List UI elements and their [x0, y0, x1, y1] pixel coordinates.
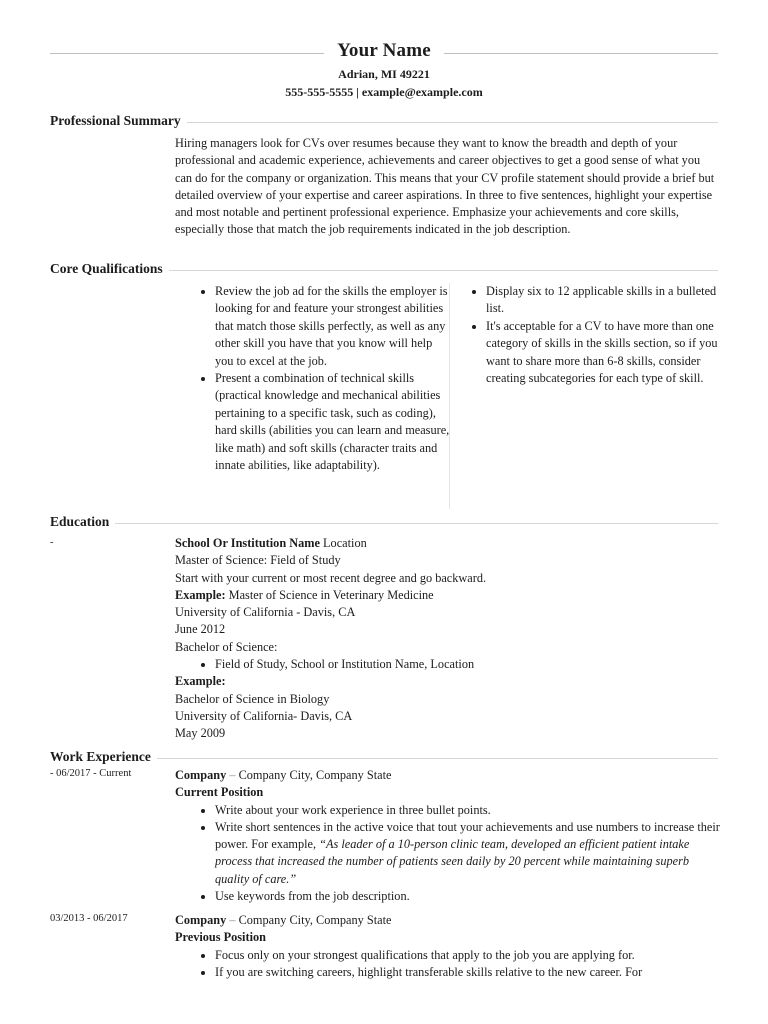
separator: –	[229, 913, 236, 927]
list-item: • It's acceptable for a CV to have more than one category of skills in the skills section, so if you want to share more than 6-8 skills, consider creating subcategories for each type of skill.	[486, 318, 721, 388]
job-company-line	[175, 912, 720, 929]
example2-date: May 2009	[175, 726, 226, 741]
job-date: 03/2013 - 06/2017	[50, 913, 128, 924]
list-item: • Review the job ad for the skills the employer is looking for and feature your strongest abilities that match those skills perfectly, as well as any other skill you have that you know will help you to excel at the job.	[215, 283, 450, 370]
qualifications-right-column	[446, 283, 721, 387]
job-position: Current Position	[175, 785, 264, 800]
example-date: June 2012	[175, 622, 226, 637]
education-block	[175, 535, 720, 743]
example2-school: University of California- Davis, CA	[175, 708, 353, 723]
company-name: Company	[175, 913, 227, 927]
bachelor-list	[175, 656, 720, 673]
bullet-lead: Write short sentences in the active voice that tout your achievements and use numbers to increase their power. For example,	[215, 819, 720, 852]
education-degree: Master of Science: Field of Study	[175, 553, 341, 568]
list-item: • Field of Study, School or Institution Name, Location	[215, 656, 720, 673]
section-title: Core Qualifications	[50, 261, 169, 277]
section-rule	[50, 523, 718, 524]
example-degree: Master of Science in Veterinary Medicine	[228, 587, 434, 602]
list-item: • If you are switching careers, highlight transferable skills relative to the new career. For	[215, 964, 720, 981]
qualifications-left-column	[175, 283, 450, 474]
job-company-line	[175, 767, 720, 784]
candidate-name: Your Name	[337, 40, 431, 61]
education-note: Start with your current or most recent degree and go backward.	[175, 570, 487, 585]
section-title: Education	[50, 514, 115, 530]
example-school: University of California - Davis, CA	[175, 605, 356, 620]
list-item	[215, 819, 720, 888]
example2-degree: Bachelor of Science in Biology	[175, 691, 330, 706]
qualifications-right-list	[446, 283, 721, 387]
section-title: Professional Summary	[50, 113, 187, 129]
bullet-quote: “As leader of a 10-person clinic team, developed an efficient patient intake process that increased the number of patients seen daily by 20 percent while maintaining superb quality of care.”	[215, 837, 690, 886]
education-example-line	[175, 587, 720, 604]
job-bullets	[175, 802, 720, 906]
summary-heading	[50, 113, 718, 131]
job-block	[175, 767, 720, 905]
separator: –	[229, 768, 236, 782]
example-label: Example:	[175, 587, 226, 602]
list-item: • Present a combination of technical skills (practical knowledge and mechanical abilities pertaining to a specific task, such as coding), hard skills (abilities you can learn and measure, like math) and soft skills (character traits and innate abilities, like adaptability).	[215, 370, 450, 474]
work-heading	[50, 749, 718, 767]
list-item: • Display six to 12 applicable skills in a bulleted list.	[486, 283, 721, 318]
company-name: Company	[175, 768, 227, 782]
school-location: Location	[323, 536, 367, 550]
job-date: - 06/2017 - Current	[50, 768, 132, 779]
name-header	[50, 40, 718, 68]
example2-label: Example:	[175, 674, 226, 689]
job-block	[175, 912, 720, 981]
job-position: Previous Position	[175, 930, 266, 945]
summary-text-block	[175, 135, 720, 239]
candidate-contact: 555-555-5555 | example@example.com	[285, 85, 483, 99]
candidate-location: Adrian, MI 49221	[338, 67, 430, 81]
company-location: Company City, Company State	[238, 913, 392, 927]
job-bullets	[175, 947, 720, 982]
list-item: • Use keywords from the job description.	[215, 888, 720, 905]
list-item: • Focus only on your strongest qualifications that apply to the job you are applying for.	[215, 947, 720, 964]
section-title: Work Experience	[50, 749, 157, 765]
qualifications-heading	[50, 261, 718, 279]
education-school-line	[175, 535, 720, 552]
school-name: School Or Institution Name	[175, 536, 320, 550]
bachelor-heading: Bachelor of Science:	[175, 639, 278, 654]
company-location: Company City, Company State	[238, 768, 392, 782]
list-item: • Write about your work experience in three bullet points.	[215, 802, 720, 819]
qualifications-left-list	[175, 283, 450, 474]
summary-text: Hiring managers look for CVs over resumes because they want to know the breadth and depth of your professional and academic experience, achievements and career objectives to get a good sense of what you can do for the company or organization. This means that your CV profile statement should provide a brief but detailed overview of your expertise and career aspirations. In three to five sentences, highlight your expertise and most notable and pertinent professional experience. Emphasize your achievements and core skills, especially those that match the job requirements indicated in the job description.	[175, 136, 715, 237]
education-date: -	[50, 537, 54, 548]
education-heading	[50, 514, 718, 532]
